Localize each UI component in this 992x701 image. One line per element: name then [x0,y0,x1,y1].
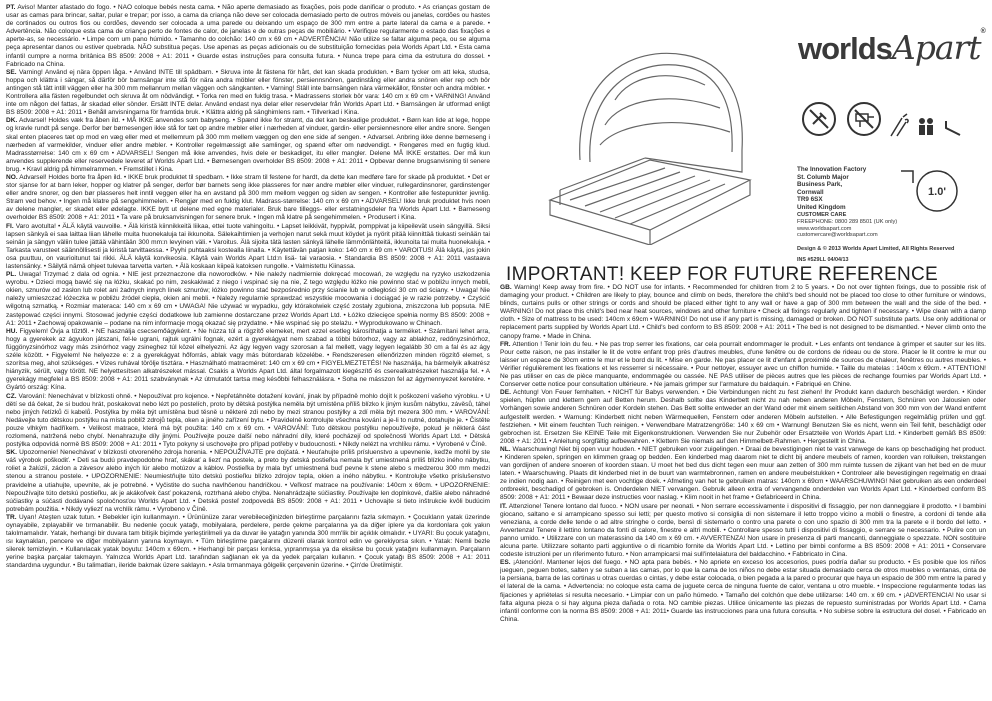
company-address: The Innovation Factory St. Columb Major Business Park, Cornwall TR9 6SX United Kingdom [797,166,867,211]
left-column-text [6,4,490,698]
para-nl: NL. Waarschuwing! Niet bij open vuur houden. • NIET gebruiken voor zuigelingen. • Draai de bevestigingen niet te vast vanwege de kans op beschadiging het product. • Kinderen spelen, springen en klimmen graag op bedden. Een kinderbed mag daarom niet te dicht bij andere meubels of ramen, koorden van rolluiken, trekstangen van gordijnen of andere snoeren of koorden staan. U moet het bed dus dicht tegen een muur aan zetten of 300 mm ruimte tussen de zijkant van het bed en de muur laten. • Waarschuwing. Plaats dit kinderbed niet in de buurt van warmtebronnen, ramen en andere meubelstukken • Controleer alle bevestigingen regelmatig en draai ze indien nodig aan. • Reinigen met een vochtige doek. • Afmeting van het te gebruiken matras: 140cm x 69cm • WAARSCHUWING! Niet gebruiken als een onderdeel ontbreekt, beschadigd of gebroken is. Onderdelen NIET vervangen. Gebruik alleen extra of vervangende onderdelen van Worlds Apart Ltd. • Kinderbed conform BS 8509: 2008 + A1: 2011 • Bewaar deze instructies voor naslag. • Klim nooit in het frame • Gefabriceerd in China. [500,445,986,502]
tools-icon [888,112,910,138]
right-column-text [500,284,986,698]
brand-logo: worldsApart® [798,28,985,67]
para-fr: FR. Attention ! Tenir loin du feu. • Ne pas trop serrer les fixations, car cela pourrait endommager le produit. • Les enfants ont tendance à grimper et sauter sur les lits. Pour cette raison, ne pas installer le lit de votre enfant trop près d'autres meubles, d'une fenêtre ou de cordons de rideau ou de store. Placer le lit contre le mur ou laisser un espace de 30cm entre le mur et le bord du lit. • Mise en garde. Ne pas placer ce lit d'enfant à proximité de sources de chaleur, fenêtres ou autres meubles. • Vérifier régulièrement les fixations et les resserrer si nécessaire. • Pour nettoyer, essuyer avec un chiffon humide. • Taille du matelas : 140cm x 69cm. • ATTENTION! Ne pas utiliser en cas de pièce manquante, endommagée ou cassée. NE PAS utiliser de pièces autres que les pièces de rechange fournies par Worlds Apart Ltd. • Conserver cette notice pour consultation ultérieure. • Ne jamais grimper sur l'armature du baldaquin. • Fabriqué en Chine. [500,340,986,389]
copyright-line: Design & © 2013 Worlds Apart Limited, All Rights Reserved [797,246,955,252]
allen-key-icon [943,118,963,138]
para-cz: CZ. Varování: Nenechávat v blízkosti ohně. • Nepoužívat pro kojence. • Nepřetáhněte dotažení kování, jinak by případně mohlo dojít k poškození vašeho výrobku. • U dětí se dá čekat, že si budou hrát, poskakovat nebo lézt po postelích, proto by dětská postýlka neměla být umístěna příliš blízko k jiným kusům nábytku, závěsů, táhel nebo jiných řetízků či kabelů. Postýlka by měla být umístěna bud těsně u některé zdi nebo by mezi stranou postýlky a zdí měla být mezera 300 mm. • VAROVÁNÍ: Nedávejte tuto dětskou postýlku na místa poblíž zdrojů tepla, oken a jiného zařízení bytu. • Pravidelně kontrolujte všechna kování a je-li to nutné, dotahujte je. • Čistěte pouze vlhkým hadříkem. • Velikost matrace, která má být použita: 140 cm x 69 cm. • VAROVÁNÍ: Tuto dětskou postýlku nepoužívejte, pokud je některá část rozlomená, natržená nebo chybí. Nenahrazujte díly jinými. Používejte pouze další nebo náhradní díly, které pocházejí od společnosti Worlds Apart Ltd. • Dětská postýlka odpovídá normě BS 8509: 2008 + A1: 2011 • Tyto pokyny si uschovejte pro případ potřeby v budoucnosti. • Nikdy nelézt na vrchlíku rámu. • Vyrobené v Číně. [6,392,490,449]
para-pl: PL. Uwaga! Trzymać z dala od ognia. • NIE jest przeznaczone dla noworodków. • Nie należy nadmiernie dokręcać mocowań, ze względu na ryzyko uszkodzenia wyrobu. • Dzieci mogą bawić się na łóżku, skakać po nim, zeskakiwać z niego i wspinać się na nie, Z tego względu łóżko nie powinno stać w pobliżu innych mebli, okien, sznurów od zasłon lub rolet ani żadnych innych linek sznurów; łóżko powinno stać bezpośrednio przy ścianie lub w odległości 30 cm od ściany. • Uwaga! Nie należy umieszczać łóżeczka w pobliżu źródeł ciepła, okien ani mebli. • Należy regularnie sprawdzać wszystkie mocowania i dociągać je w razie potrzeby. • Czyścić wilgotną szmatką. • Rozmiar materaca: 140 cm x 69 cm • UWAGA! Nie używać w wypadku, gdy którakolwiek część zostały zgubiona, zniszczona lub popsuta. NIE zastępować części innymi. Stosować jedynie części dodatkowe lub zamienne dostarczane przez Worlds Apart Ltd. • Łóżko dziecięce spełnia normy BS 8509: 2008 + A1: 2011 • Zachowaj opakowanie – podane na nim informacje mogą okazać się przydatne. • Nie wspinać się po stelażu. • Wyprodukowano w Chinach. [6,271,490,327]
para-it: IT. Attenzione! Tenere lontano dal fuoco. • NON usare per neonati. • Non serrare eccessivamente i dispositivi di fissaggio, per non danneggiare il prodotto. • I bambini giocano, saltano e si arrampicano spesso sui letti; per questo motivo si consiglia di non sistemare il letto troppo vicino a mobili o finestre, a cordoni di tende alla veneziana, a corde delle tende o ad altre stringhe o corde, bensì di sistemarlo o contro una parete o con uno spazio di 300 mm tra la parete e il bordo del letto. • Avvertenza! Tenere il lettino lontano da fonti di calore, finestre e altri mobili. • Controllare spesso tutti i dispositivi di fissaggio, e serrare se necessario. • Pulire con un panno umido. • Utilizzare con un materassino da 140 cm x 69 cm. • AVVERTENZA! Non usare in presenza di parti mancanti, danneggiate o spezzate. NON sostituire alcuna parte. Utilizzare soltanto parti aggiuntive o di ricambio fornite da Worlds Apart Ltd. • Lettino per bimbi conforme a BS 8509: 2008 + A1: 2011 • Conservare codeste istruzioni per un riferimento futuro. • Non arrampicarsi mai sull'intelaiatura del baldacchino. • Fabbricato in Cina. [500,502,986,559]
page-title: IMPORTANT! KEEP FOR FUTURE REFERENCE [506,264,939,285]
para-se: SE. Varning! Använd ej nära öppen låga. • Använd INTE till spädbarn. • Skruva inte åt fästena för hårt, det kan skada produkten. • Barn tycker om att leka, studsa, hoppa och klättra i sängar, så därför bör barnsängar inte stå för nära andra möbler eller fönster, persiennsnören, gardinstång eller andra snören eller rep och bör antingen stå tätt intill väggen eller ha 300 mm mellanrum mellan väggen och sängkanten. • Varning! Ställ inte barnsängen nära värmekällor, fönster och andra möbler. • Kontrollera alla fästen regelbundet och skruva åt om nödvändigt. • Torka ren med en fuktig trasa. • Madrassens storlek bör vara: 140 cm x 69 cm • VARNING! Använd inte om någon del fattas, är skadad eller sönder. Ersätt INTE delar. Använd endast nya delar eller reservdelar från Worlds Apart Ltd. • Barnsängen är utformad enligt BS 8509: 2008 + A1: 2011 • Behåll anvisningarna för framtida bruk. • Klättra aldrig på sänghimlens ram. • Tillverkad i Kina. [6,68,490,117]
para-pt: PT. Aviso! Manter afastado do fogo. • NÃO coloque bebés nesta cama. • Não aperte demasiado as fixações, pois pode danificar o produto. • As crianças gostam de usar as camas para brincar, saltar, pular e trepar; por isso, a cama da criança não deve ser colocada demasiado perto de outros móveis ou janelas, cordões ou hastes de cortinados ou outros fios ou cordões, devendo ser colocada a uma parede ou deixando um espaço de 300 mm entre a parte lateral da cama e a parede. • Advertência. Não coloque esta cama de criança perto de fontes de calor, de janelas e de outras peças de mobiliário. • Verifique regularmente o estado das fixações e aperte-as, se necessário. • Limpe com um pano húmido. • Tamanho do colchão: 140 cm x 69 cm • ADVERTÊNCIA! Não utilize se faltar alguma peça, ou se alguma peça apresentar danos ou estiver quebrada. NÃO substitua peças. Use apenas as peças adicionais ou de substituição fornecidas pela Worlds Apart Ltd. • Esta cama infantil cumpre a norma britânica BS 8509: 2008 + A1: 2011 • Guarde estas instruções para consulta futura. • Nunca trepe para cima da estrutura do dossel. • Fabricado na China. [6,4,490,68]
para-dk: DK. Advarsel! Holdes væk fra åben ild. • MÅ IKKE anvendes som babyseng. • Spænd ikke for stramt, da det kan beskadige produktet. • Børn kan lide at lege, hoppe og kravle rundt på senge. Derfor bør børnesengen ikke stå for tæt op andre møbler eller i nærheden af vinduer, gardin- eller persiennesnore eller andre snore. Sengen skal enten placeres tæt op mod en væg eller med et mellemrum på 300 mm mellem væggen og den ene side af sengen. • Advarsel. Anbring ikke denne børneseng i nærheden af varmekilder, vinduer eller andre møbler. • Kontroller regelmæssigt alle samlinger, og spænd efter om nødvendigt. • Rengøres med en fugtig klud. Madrasstørrelse: 140 cm x 69 cm • ADVARSEL! Sengen må ikke anvendes, hvis dele er beskadiget, itu eller mangler. Delene MÅ IKKE erstattes. Der må kun anvendes supplerende eller reservedele leveret af Worlds Apart Ltd. • Børnesengen overholder BS 8509: 2008 + A1: 2011 • Opbevar denne brugsanvisning til senere brug. • Kravl aldrig på himmelrammen. • Fremstillet i Kina. [6,117,490,173]
people-icon [915,116,937,138]
no-hammer-icon [800,100,838,138]
customer-care: CUSTOMER CARE FREEPHONE: 0800 289 8501 (UK only) www.worldsapart.com customercare@worldsapart.com [797,212,898,239]
assembly-time-icon [895,165,965,215]
para-de: DE. Achtung! Von Feuer fernhalten. • NICHT für Babys verwenden. • Die Verbindungen nicht zu fest ziehen! Ihr Produkt kann dadurch beschädigt werden. • Kinder spielen, hüpfen und klettern gern auf Betten herum. Deshalb sollte das Kinderbett nicht zu nah neben anderen Möbeln, Fenstern, Schnüren von Jalousien oder Vorhängen sowie anderen Schnüren oder Kordeln stehen. Das Bett sollte entweder an der Wand oder mit einem seitlichen Abstand von 300 mm von der Wand entfernt aufgestellt werden. • Warnung: Kinderbett nicht neben Wärmequellen, Fenstern oder anderen Möbeln aufstellen. • Alle Befestigungen regelmäßig prüfen und ggf. festziehen. • Mit einem feuchten Tuch reinigen. • Verwendbare Matratzengröße: 140 x 69 cm • Warnung! Benutzen Sie es nicht, wenn ein Teil fehlt, beschädigt oder gebrochen ist. Ersetzen Sie KEINE Teile mit Eigenkonstruktionen. Verwenden Sie nur Zubehör oder Ersatzteile von Worlds Apart Ltd. • Kinderbett gemäß BS 8509: 2008 + A1: 2011 • Anleitung sorgfältig aufbewahren. • Klettern Sie niemals auf den Himmelbett-Rahmen. • Hergestellt in China. [500,389,986,445]
header-panel [500,0,992,282]
para-no: NO. Advarsel! Holdes borte fra åpen ild. • IKKE bruk produktet til spedbarn. • Ikke stram til festene for hardt, da dette kan medføre fare for skade på produktet. • Det er stor sjanse for at barn leker, hopper og klatrer på senger, derfor bør barnets seng ikke plasseres for nær andre møbler eller vinduer, rullegardinsnorer, gardinstenger eller andre snorer, og den bør plasseres helt inntil veggen eller ha en avstand på 300 mm mellom veggen og siden av sengen. • Kontroller alle festepunkter jevnlig. Stram ved behov. • Ingen må klatre på sengehimmelen. • Rengjør med en fuktig klut. Madrass-størrelse: 140 cm x 69 cm • ADVARSEL! Ikke bruk produktet hvis noen av delene mangler, er skadet eller ødelagte. IKKE bytt ut delene med egne materialer. Bruk bare tilleggs- eller erstatningsdeler fra Worlds Apart Ltd. • Barneseng overholder BS 8509: 2008 + A1: 2011 • Ta vare på bruksanvisningen for senere bruk. • Ingen må klatre på sengehimmelen. • Produsert i Kina. [6,173,490,222]
para-gb: GB. Warning! Keep away from fire. • DO NOT use for infants. • Recommended for children from 2 to 5 years. • Do not over tighten fixings, due to possible risk of damaging your product. • Children are likely to play, bounce and climb on beds, therefore the child's bed should not be placed too close to other furniture or windows, blinds, curtains pulls or other strings or cords and should be placed either tight to any wall or have a gap of 300 mm between the wall and the side of the bed. • WARNING! Do not place this child's bed near heat sources, windows and other furniture • Check all fixings regularly and tighten if necessary. • Wipe clean with a damp cloth. • Size of mattress to be used: 140cm x 69cm • WARNING! Do not use if any part is missing, damaged or broken. DO NOT substitute parts. Use only additional or replacement parts supplied by Worlds Apart Ltd. • Child's bed conform to BS 8509: 2008 + A1: 2011 • The bed is not designed to be dismantled. • Never climb onto the canopy frame. • Made in China. [500,284,986,340]
para-fi: FI. Varo avotulta! • ÄLÄ käytä vauvoille. • Älä kiristä kiinnikkeitä liikaa, ettei tuote vahingoitu. • Lapset leikkivät, hyppivät, pomppivat ja kiipeilevät usein sängyillä. Siksi lapsen sänkyä ei saa laittaa liian lähelle muita huonekaluja tai ikkunoita. Sälekaihtimien ja verhojen narut sekä muut köydet ja nyörit pitää kiinnittää tiukasti seinään tai seinän ja sängyn väliin tulee jättää vähintään 300 mm:n levyinen väli. • Varoitus. Älä sijoita tätä lasten sänkyä lähelle lämmönlähteitä, ikkunoita tai muita huonekaluja. • Tarkasta varusteet säännöllisesti ja kiristä tarvittaessa. • Pyyhi puhtaaksi kostealla liinalla. • Käytettävän patjan koko: 140 cm x 69 cm • VAROITUS! Älä käytä, jos jokin osa puuttuu, on vaurioitunut tai rikki. ÄLÄ käytä korvikeosia. Käytä vain Worlds Apart Ltd:n lisä- tai varaosia. • Standardia BS 8509: 2008 + A1: 2011 vastaava lastensänky. • Säilytä nämä ohjeet tulevaa tarvetta varten. • Älä koskaan kiipeä katoksen rungolle. • Valmistettu Kiinassa. [6,222,490,270]
para-tr: TR. Uyarı! Ateşten uzak tutun. • Bebekler için kullanmayın. • Ürününüze zarar verebileceğinizden birleştirme parçalarını fazla sıkmayın. • Çocukların yatak üzerinde oynayabile, zıplayabilir ve tırmanabilir. Bu nedenle çocuk yatağı, mobilyalara, perdelere, perde çekme parçalarına ya da diğer iplere ya da kordonlara çok yakın takılmamalıdır. Yatak, herhangi bir duvara tam bitişik biçimde yerleştirilmeli ya da duvar ile yatağın yanında 300 mm'lik bir açıklık olmalıdır. • UYARI: Bu çocuk yatağını, ısı kaynakları, pencere ve diğer mobilyaların yanına koymayın. • Tüm birleştirme parçalarını düzenli olarak kontrol edin ve gerekiyorsa sıkın. • Yatak: Nemli bezle silerek temizleyin. • Kullanılacak yatak boyutu: 140cm x 69cm. • Herhangi bir parçası kırıksa, yıpranmışsa ya da eksikse bu çocuk yatağını kullanmayın. Parçaların yerine başka parçalar takmayın. Yalnızca Worlds Apart Ltd. tarafından sağlanan ek ya da yedek parçaları kullanın. • Çocuk yatağı BS 8509: 2008 + A1: 2011 standardına uygundur. • Bu talimatları, ileride bakmak üzere saklayın. • Asla tırmanmaya gölgelik çerçevenin üzerine. • Çin'de Üretilmiştir. [6,513,490,570]
no-power-drill-icon [845,100,883,138]
para-hu: HU. Figyelem! Óvja a tűztől. • NE használja csecsemőágyként. • Ne húzza túl a rögzítő elemeket, mert ezzel esetleg károsíthatja a terméket. • Számítani lehet arra, hogy a gyerekek az ágyukon játszani, fel-le ugrani, rajtuk ugrálni fognak, ezért a gyerekágyat nem szabad a többi bútorhoz, vagy az ablakhoz, redőnyzsinórhoz, függönyzsinórhoz vagy más zsinórhoz vagy zsineghez túl közel elhelyezni. Az ágy legyen vagy szorosan a fal mellett, vagy legyen legalább 30 cm a fal és az ágy széle között. • Figyelem! Ne helyezze e: z a gyerekágyat hőforrás, ablak vagy más bútordarab közelébe. • Rendszeresen ellenőrizzen minden rögzítő elemet, s szorítsa meg, ahol szükséges. • Vizes ruhával törölje tisztára. • Használható matracméret: 140 cm x 69 cm • FIGYELMEZTETÉS! Ne használja, ha bármelyik alkatrész hiányzik, sérült, vagy törött. NE helyettesítsen alkatrészeket mással. Csakis a Worlds Apart Ltd. által forgalmazott kiegészítő és cserealkatrészeket használja fel. • A gyerekágy megfelel a BS 8509: 2008 + A1: 2011 szabványnak • Az útmutatót tartsa meg későbbi felhasználásra. • Soha ne másszon fel az ágymennyezet keretére. • Gyártó ország: Kína. [6,327,490,392]
para-sk: SK. Upozornenie! Nenechávať v blízkosti otvoreného zdroja horenia. • NEPOUŽÍVAJTE pre dojčatá. • Neuťahujte príliš prísluenstvo a upevnenie, keďže mohli by ste váš výrobok poškodiť. • Deti sa budú pravdepodobne hrať, skákať a liezť na postele, a preto by detská postieľka nemala byť umiestnená príliš blízko iného nábytku, roliet a žalúzií, záclon a závesov alebo iných lúr alebo motúzov a káblov. Postieľka by mala byť umiestnená buď pevne k stene alebo s medzerou 300 mm medzi stenou a stranou postele. • UPOZORNENIE: Neumiestňujte túto detskú postieľku blízko zdrojov tepla, okien a iného nábytku. • Kontrolujte všetko príslušenstvo pravidelne a utiahujte, upevnite, ak je potrebné. • Vyčistite do sucha navlhčenou handričkou. • Veľkosť matrace na používanie: 140cm x 69cm. • UPOZORNENIE: Nepoužívajte túto detskú postieľku, ak je akákoľvek časť pokazená, roztrhaná alebo chýba. Nenahrádzajte súčiastky. Používajte len doplnkové, ďalšie alebo náhradné súčiastky a súčasti dodávané spoločnosťou Worlds Apart Ltd. • Detská posteľ zodpovedá BS 8509: 2008 + A1: 2011 • Uchovajte si tieto inštrukcie kvôli budúcim potrebám použitia. • Nikdy vyliezť na vrchlík rámu. • Vyrobeno v Číně. [6,449,490,513]
assembly-time-label: 1.0' [928,186,946,198]
bed-illustration [520,40,770,245]
para-es: ES. ¡Atención!. Mantener lejos del fuego. • NO apta para bebés. • No apriete en exceso los accesorios, pues podría dañar su producto. • Es posible que los niños jueguen, peguen botes, salten y se suban a las camas, por lo que la cama de los niños no debe estar situada demasiado cerca de otros muebles o ventanas, cinta de la persiana, barra de las cortinas u otras cuerdas o cintas, y debe estar colocada, o bien pegada a la pared o procurar que haya un espacio de 300 mm entre la pared y el lateral de la cama. • Advertencia: no coloque esta cama de juguete cerca de ninguna fuente de calor, ventana u otro mueble. • Inspeccione regularmente todas las fijaciones y apriételas si resulta necesario. • Limpiar con un paño húmedo. • Tamaño del colchón que debe utilizarse: 140 cm. x 69 cm. • ¡ADVERTENCIA! No usar si falta alguna pieza o si hay alguna pieza dañada o rota. NO cambie piezas. Utilice únicamente las piezas de repuesto suministradas por Worlds Apart Ltd. • Cama infantil conforme con la norma BS 8509: 2008 + A1: 2011• Guarde las instrucciones para una futura consulta. • No subirse sobre la estructura del dosel. • Fabricado en China. [500,559,986,623]
ins-code: INS #529LL 04/04/13 [797,257,849,263]
